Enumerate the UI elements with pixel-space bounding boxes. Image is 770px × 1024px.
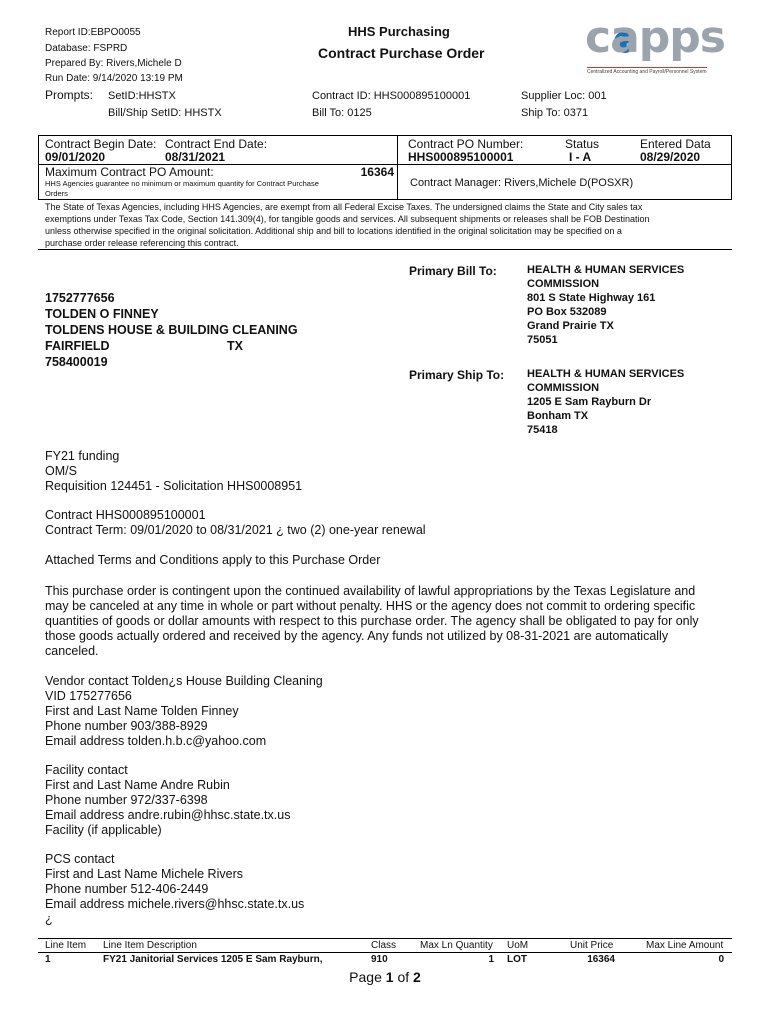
page-prefix: Page xyxy=(349,969,382,985)
bill-to-code: Bill To: 0125 xyxy=(312,107,372,119)
contingency-line: those goods actually ordered and received by the agency. Any funds not utilized by 08-31-2021 are automatically xyxy=(45,629,669,643)
run-date: Run Date: 9/14/2020 13:19 PM xyxy=(45,73,183,84)
address-line: 75418 xyxy=(527,424,558,436)
tax-notice-line: The State of Texas Agencies, including HHS Agencies, are exempt from all Federal Excise Taxes. The undersigned claims the State and City sales tax xyxy=(45,202,643,212)
begin-date-value: 09/01/2020 xyxy=(45,150,106,164)
contract-id: Contract ID: HHS000895100001 xyxy=(312,90,471,102)
entered-value: 08/29/2020 xyxy=(640,150,701,164)
primary-ship-to-address xyxy=(527,367,684,437)
address-line: 1205 E Sam Rayburn Dr xyxy=(527,396,652,408)
bill-ship-setid: Bill/Ship SetID: HHSTX xyxy=(108,107,222,119)
cell-unit-price: 16364 xyxy=(587,954,615,965)
col-description: Line Item Description xyxy=(103,940,197,951)
vendor-zip: 758400019 xyxy=(45,355,108,369)
contingency-line: canceled. xyxy=(45,644,99,658)
setid: SetID:HHSTX xyxy=(108,90,176,102)
vendor-contact-line: Email address tolden.h.b.c@yahoo.com xyxy=(45,734,267,748)
page-total: 2 xyxy=(413,969,421,985)
col-uom: UoM xyxy=(507,940,529,951)
database: Database: FSPRD xyxy=(45,43,128,54)
contingency-line: This purchase order is contingent upon the continued availability of lawful appropriations by the Texas Legislature and xyxy=(45,584,696,598)
end-date-value: 08/31/2021 xyxy=(165,150,226,164)
pcs-contact-line: First and Last Name Michele Rivers xyxy=(45,867,243,881)
report-title: HHS Purchasing xyxy=(348,24,450,39)
funding-line: FY21 funding xyxy=(45,449,120,463)
address-line: Bonham TX xyxy=(527,410,589,422)
address-line: PO Box 532089 xyxy=(527,306,607,318)
prepared-by: Prepared By: Rivers,Michele D xyxy=(45,58,182,69)
col-max-line-amount: Max Line Amount xyxy=(646,940,724,951)
facility-contact-line: Phone number 972/337-6398 xyxy=(45,793,208,807)
contingency-line: quantities of goods or dollar amounts with respect to this purchase order. The agency shall be obligated to pay for only xyxy=(45,614,699,628)
pcs-contact-line: PCS contact xyxy=(45,852,115,866)
end-date-label: Contract End Date: xyxy=(165,137,268,151)
begin-date-label: Contract Begin Date: xyxy=(45,137,157,151)
vendor-contact-line: First and Last Name Tolden Finney xyxy=(45,704,239,718)
facility-contact-line: Email address andre.rubin@hhsc.state.tx.us xyxy=(45,808,291,822)
logo-tagline: Centralized Accounting and Payroll/Personnel System xyxy=(587,69,707,75)
entered-label: Entered Data xyxy=(640,137,711,151)
vendor-id: 1752777656 xyxy=(45,291,115,305)
facility-contact-line: Facility contact xyxy=(45,763,128,777)
logo-wordmark: capps xyxy=(585,12,725,63)
vendor-contact-line: VID 175277656 xyxy=(45,689,132,703)
status-value: I - A xyxy=(569,150,592,164)
ship-to-code: Ship To: 0371 xyxy=(521,107,589,119)
funding-line: OM/S xyxy=(45,464,77,478)
vendor-contact-line: Vendor contact Tolden¿s House Building Cleaning xyxy=(45,674,323,688)
tax-notice-line: exemptions under Texas Tax Code, Section 141.309(4), for tangible goods and services. All subsequent shipments or releases shall be FOB Destination xyxy=(45,214,650,224)
table-row xyxy=(0,953,770,966)
pcs-contact-line: ¿ xyxy=(45,912,53,926)
vendor-state: TX xyxy=(227,339,243,353)
status-label: Status xyxy=(565,137,600,151)
cell-max-line-amount: 0 xyxy=(718,954,724,965)
prompts-label: Prompts: xyxy=(45,88,94,102)
contract-manager: Contract Manager: Rivers,Michele D(POSXR) xyxy=(410,177,634,189)
address-line: HEALTH & HUMAN SERVICES xyxy=(527,368,685,380)
page-indicator xyxy=(0,969,770,985)
pcs-contact-line: Phone number 512-406-2449 xyxy=(45,882,209,896)
facility-contact-line: First and Last Name Andre Rubin xyxy=(45,778,230,792)
table-header xyxy=(0,939,770,952)
guarantee-note-1: HHS Agencies guarantee no minimum or maximum quantity for Contract Purchase xyxy=(45,179,319,188)
col-class: Class xyxy=(371,940,397,951)
address-line: HEALTH & HUMAN SERVICES xyxy=(527,264,685,276)
max-amount-value: 16364 xyxy=(360,165,394,179)
vendor-contact-line: Phone number 903/388-8929 xyxy=(45,719,208,733)
supplier-loc: Supplier Loc: 001 xyxy=(521,90,607,102)
cell-uom: LOT xyxy=(507,954,527,965)
cell-line: 1 xyxy=(45,954,51,965)
guarantee-note-2: Orders xyxy=(45,189,68,198)
primary-bill-to-address xyxy=(527,263,684,347)
pcs-contact-line: Email address michele.rivers@hhsc.state.tx.us xyxy=(45,897,305,911)
cell-description: FY21 Janitorial Services 1205 E Sam Rayburn, xyxy=(103,954,323,965)
terms-line: Attached Terms and Conditions apply to this Purchase Order xyxy=(45,553,381,567)
po-number-label: Contract PO Number: xyxy=(408,137,524,151)
col-max-ln-quantity: Max Ln Quantity xyxy=(420,940,493,951)
max-amount-label: Maximum Contract PO Amount: xyxy=(45,165,214,179)
page-of: of xyxy=(397,969,410,985)
contract-line: Contract Term: 09/01/2020 to 08/31/2021 ¿ two (2) one-year renewal xyxy=(45,523,426,537)
cell-quantity: 1 xyxy=(488,954,494,965)
vendor-block xyxy=(45,290,298,370)
primary-bill-to-label: Primary Bill To: xyxy=(409,264,497,278)
contract-line: Contract HHS000895100001 xyxy=(45,508,206,522)
page-number: 1 xyxy=(385,969,394,985)
address-line: Grand Prairie TX xyxy=(527,320,614,332)
report-id: Report ID:EBPO0055 xyxy=(45,27,141,38)
capps-logo xyxy=(585,12,725,78)
vendor-city-state xyxy=(45,338,298,354)
address-line: 801 S State Highway 161 xyxy=(527,292,656,304)
vendor-name: TOLDEN O FINNEY xyxy=(45,307,159,321)
tax-notice-line: unless otherwise specified in the original solicitation. Additional ship and bill to locations identified in the original solicitation may be specified on a xyxy=(45,226,622,236)
vendor-company: TOLDENS HOUSE & BUILDING CLEANING xyxy=(45,323,298,337)
address-line: 75051 xyxy=(527,334,558,346)
facility-contact-line: Facility (if applicable) xyxy=(45,823,162,837)
col-line-item: Line Item xyxy=(45,940,87,951)
report-subtitle: Contract Purchase Order xyxy=(318,45,485,61)
col-unit-price: Unit Price xyxy=(570,940,614,951)
vendor-city: FAIRFIELD xyxy=(45,339,110,353)
funding-line: Requisition 124451 - Solicitation HHS0008951 xyxy=(45,479,303,493)
tax-notice-line: purchase order release referencing this contract. xyxy=(45,238,239,248)
contingency-line: may be canceled at any time in whole or part without penalty. HHS or the agency does not commit to ordering specific xyxy=(45,599,696,613)
address-line: COMMISSION xyxy=(527,278,600,290)
primary-ship-to-label: Primary Ship To: xyxy=(409,368,505,382)
po-number-value: HHS000895100001 xyxy=(408,150,514,164)
address-line: COMMISSION xyxy=(527,382,600,394)
cell-class: 910 xyxy=(371,954,388,965)
